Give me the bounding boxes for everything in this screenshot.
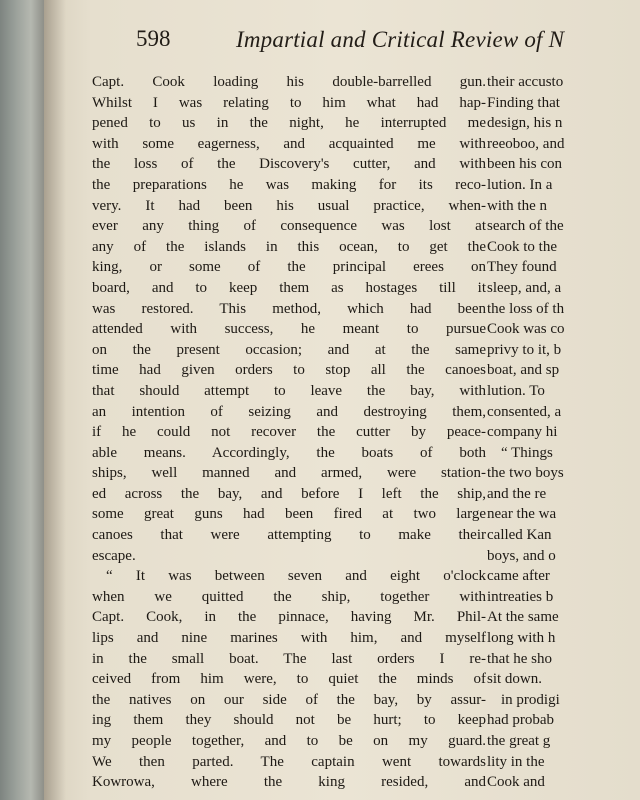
text-line: had probab (487, 712, 555, 729)
text-line: long with h (487, 630, 556, 647)
text-line: canoes that were attempting to make their (92, 527, 486, 544)
text-line: the loss of the Discovery's cutter, and with (92, 156, 486, 173)
text-line: with the n (487, 197, 547, 214)
text-line: my people together, and to be on my guard. (92, 733, 486, 749)
text-line: ing them they should not be hurt; to keep (92, 712, 486, 729)
text-line: called Kan (487, 527, 552, 544)
text-line: lips and nine marines with him, and myself (92, 630, 486, 647)
text-line: ed across the bay, and before I left the ship, (92, 485, 486, 502)
text-line: boys, and o (487, 547, 556, 564)
text-line: lution. In a (487, 176, 553, 193)
text-line: very. It had been his usual practice, when- (92, 197, 486, 214)
left-text-column (92, 72, 486, 793)
text-line: the two boys (487, 465, 564, 482)
text-line: “ Things (501, 444, 553, 461)
text-line: privy to it, b (487, 341, 562, 358)
text-line: board, and to keep them as hostages till it (92, 279, 486, 296)
text-line: the natives on our side of the bay, by assur- (92, 691, 486, 708)
text-line: company hi (487, 424, 558, 441)
text-line: escape. (92, 547, 136, 564)
text-line: with some eagerness, and acquainted me with (92, 135, 486, 152)
text-line: was restored. This method, which had been (92, 300, 486, 317)
page-number: 598 (136, 26, 171, 51)
text-line: lity in the (487, 753, 545, 770)
text-line: “ It was between seven and eight o'clock (106, 568, 486, 585)
text-line: any of the islands in this ocean, to get the (92, 238, 486, 255)
text-line: At the same (487, 609, 559, 626)
text-line: their accusto (487, 74, 564, 90)
text-line: We then parted. The captain went towards (92, 753, 486, 770)
text-line: Whilst I was relating to him what had hap- (92, 94, 486, 111)
text-line: that he sho (487, 650, 552, 667)
text-line: Kowrowa, where the king resided, and (92, 774, 486, 791)
right-text-column (487, 72, 640, 793)
text-line: and the re (487, 485, 547, 502)
text-line: if he could not recover the cutter by peace- (92, 424, 486, 441)
text-line: on the present occasion; and at the same (92, 341, 486, 358)
text-line: ships, well manned and armed, were station- (92, 465, 486, 482)
text-line: lution. To (487, 382, 545, 399)
text-line: Cook and (487, 774, 545, 791)
text-line: Cook was co (487, 321, 565, 338)
text-line: that should attempt to leave the bay, with (92, 382, 486, 399)
text-line: search of the (487, 218, 564, 235)
text-line: been his con (487, 156, 562, 173)
text-line: boat, and sp (487, 362, 560, 379)
text-line: came after (487, 568, 550, 585)
text-line: ever any thing of consequence was lost at (92, 218, 486, 235)
text-line: the loss of th (487, 300, 565, 317)
text-line: some great guns had been fired at two large (92, 506, 486, 523)
text-line: when we quitted the ship, together with (92, 588, 486, 605)
text-line: sit down. (487, 671, 543, 688)
text-line: attended with success, he meant to pursue (92, 321, 486, 338)
text-line: an intention of seizing and destroying them, (92, 403, 486, 420)
text-line: able means. Accordingly, the boats of both (92, 444, 486, 461)
text-line: design, his n (487, 115, 563, 132)
text-line: They found (487, 259, 557, 276)
text-line: in prodigi (501, 691, 560, 708)
text-line: king, or some of the principal erees on (92, 259, 486, 276)
text-line: in the small boat. The last orders I re- (92, 650, 486, 667)
text-line: sleep, and, a (487, 279, 562, 296)
text-line: Capt. Cook loading his double-barrelled gun. (92, 74, 486, 90)
text-line: consented, a (487, 403, 562, 420)
text-line: near the wa (487, 506, 557, 523)
text-line: reeoboo, and (487, 135, 565, 152)
text-line: ceived from him were, to quiet the minds of (92, 671, 486, 688)
text-line: the preparations he was making for its reco- (92, 176, 486, 193)
text-line: pened to us in the night, he interrupted me (92, 115, 486, 132)
text-line: time had given orders to stop all the canoes (92, 362, 486, 379)
text-line: intreaties b (487, 588, 554, 605)
gutter-shadow (44, 0, 66, 800)
text-line: Capt. Cook, in the pinnace, having Mr. Phil- (92, 609, 486, 626)
text-line: Finding that (487, 94, 560, 111)
page-header (136, 26, 640, 60)
running-title: Impartial and Critical Review of N (236, 27, 565, 52)
text-line: Cook to the (487, 238, 557, 255)
book-spine-edge (0, 0, 45, 800)
text-line: the great g (487, 733, 551, 749)
